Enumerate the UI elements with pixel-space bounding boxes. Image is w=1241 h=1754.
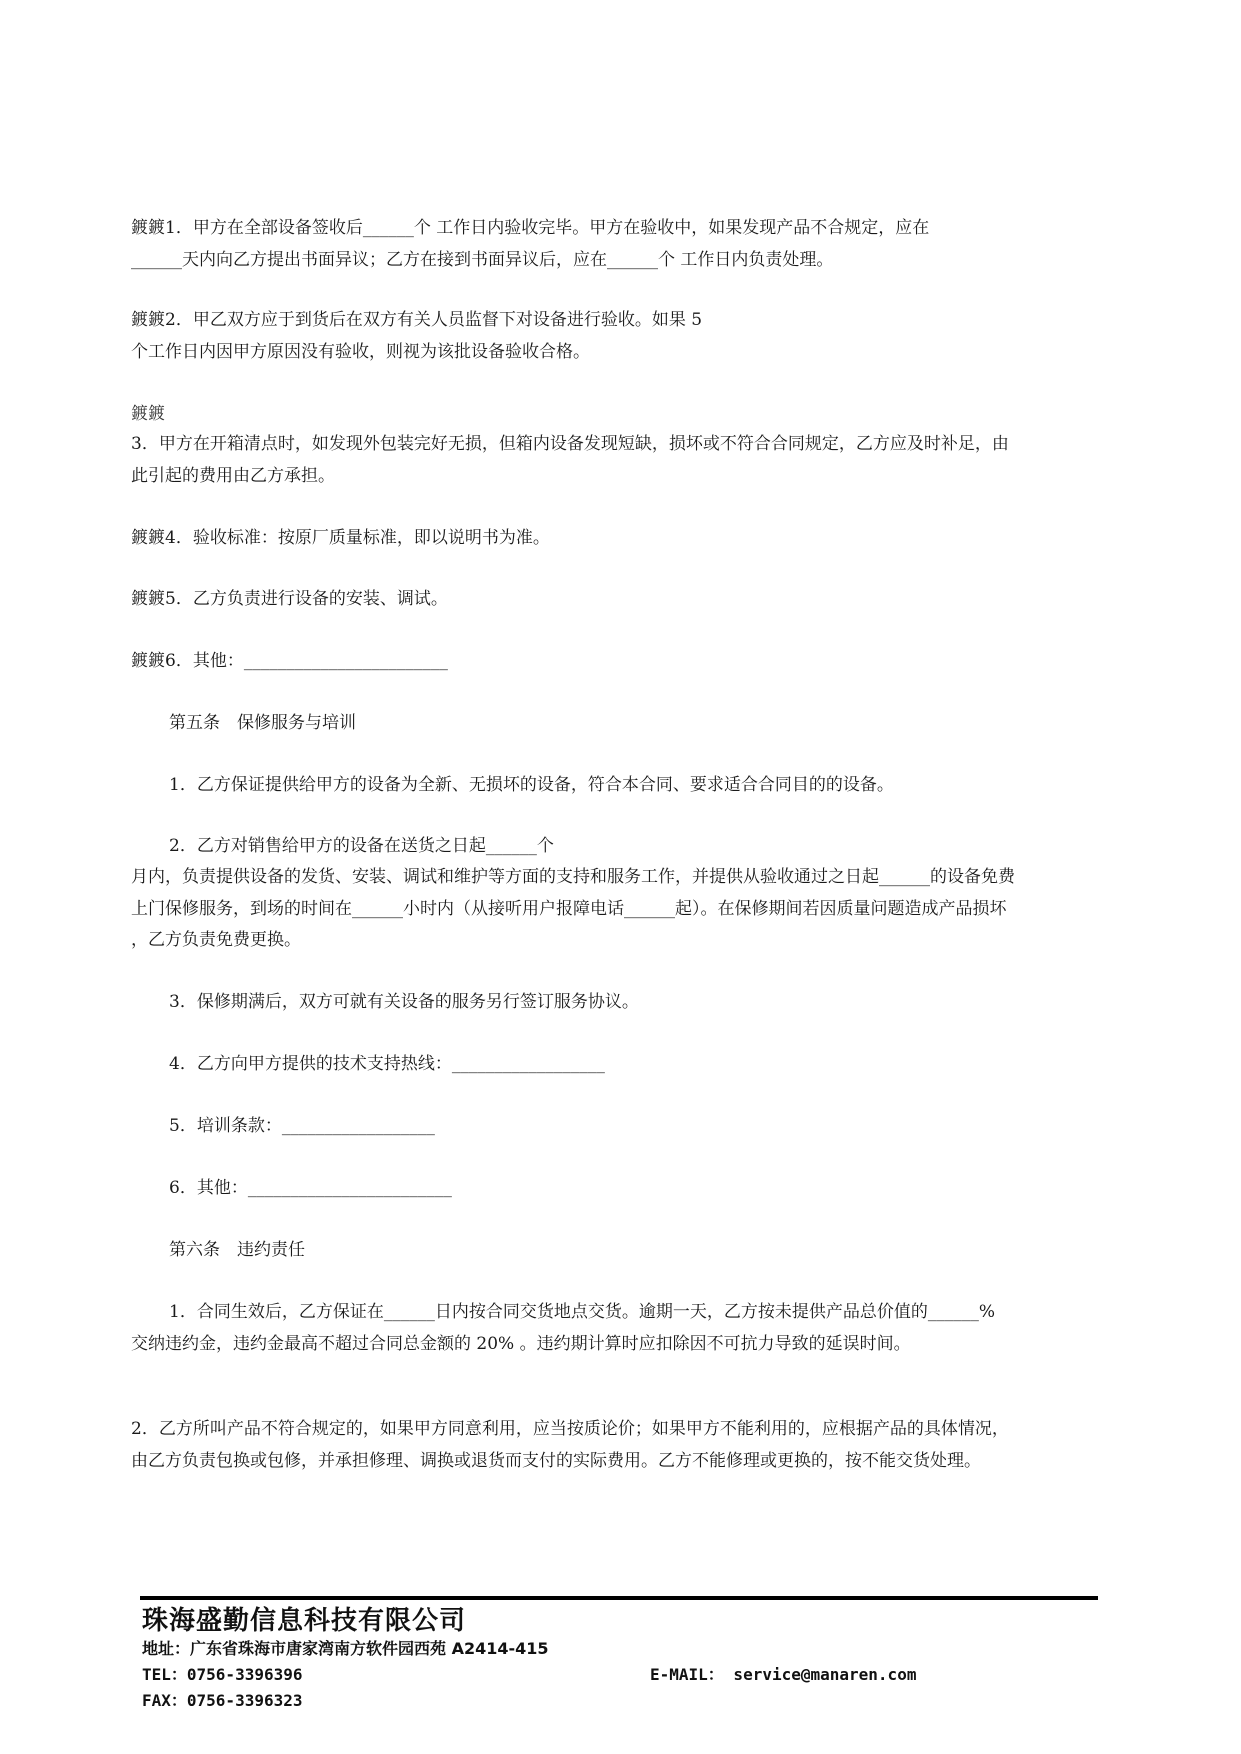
acceptance-clause-6: 鍍鍍6．其他：________________________ <box>131 651 448 671</box>
footer-fax: FAX：0756-3396323 <box>142 1691 303 1710</box>
warranty-clause-2-line-4: ，乙方负责免费更换。 <box>131 930 301 950</box>
acceptance-clause-5: 鍍鍍5．乙方负责进行设备的安装、调试。 <box>131 589 448 609</box>
acceptance-clause-3-line-2: 此引起的费用由乙方承担。 <box>131 466 335 486</box>
warranty-clause-4: 4．乙方向甲方提供的技术支持热线：__________________ <box>169 1054 605 1074</box>
liability-clause-1-line-2: 交纳违约金，违约金最高不超过合同总金额的 20% 。违约期计算时应扣除因不可抗力导致的延误时间。 <box>131 1334 911 1354</box>
warranty-clause-2-line-1: 2．乙方对销售给甲方的设备在送货之日起______个 <box>169 836 554 856</box>
warranty-clause-2-line-3: 上门保修服务，到场的时间在______小时内（从接听用户报障电话______起）。在保修期间若因质量问题造成产品损坏 <box>131 899 1007 919</box>
acceptance-clause-1-line-1: 鍍鍍1．甲方在全部设备签收后______个 工作日内验收完毕。甲方在验收中，如果发现产品不合规定，应在 <box>131 218 930 238</box>
footer-email: E-MAIL： service@manaren.com <box>650 1665 917 1684</box>
warranty-clause-3: 3．保修期满后，双方可就有关设备的服务另行签订服务协议。 <box>169 992 639 1012</box>
acceptance-clause-2-line-1: 鍍鍍2．甲乙双方应于到货后在双方有关人员监督下对设备进行验收。如果 5 <box>131 310 703 330</box>
acceptance-clause-1-line-2: ______天内向乙方提出书面异议；乙方在接到书面异议后，应在______个 工作日内负责处理。 <box>131 250 834 270</box>
footer-telephone: TEL：0756-3396396 <box>142 1665 303 1684</box>
liability-clause-1-line-1: 1．合同生效后，乙方保证在______日内按合同交货地点交货。逾期一天，乙方按未提供产品总价值的______% <box>169 1302 995 1322</box>
liability-clause-2-line-1: 2．乙方所叫产品不符合规定的，如果甲方同意利用，应当按质论价；如果甲方不能利用的，应根据产品的具体情况， <box>131 1419 1009 1439</box>
acceptance-clause-2-line-2: 个工作日内因甲方原因没有验收，则视为该批设备验收合格。 <box>131 342 590 362</box>
section-5-heading: 第五条 保修服务与培训 <box>169 713 356 733</box>
acceptance-clause-3-line-1: 3．甲方在开箱清点时，如发现外包装完好无损，但箱内设备发现短缺，损坏或不符合合同规定，乙方应及时补足，由 <box>131 434 1009 454</box>
warranty-clause-5: 5．培训条款：__________________ <box>169 1116 435 1136</box>
acceptance-clause-4: 鍍鍍4．验收标准：按原厂质量标准，即以说明书为准。 <box>131 528 550 548</box>
footer-company-name: 珠海盛勤信息科技有限公司 <box>142 1606 467 1636</box>
warranty-clause-6: 6．其他：________________________ <box>169 1178 452 1198</box>
garbled-prefix: 鍍鍍 <box>131 404 165 424</box>
section-6-heading: 第六条 违约责任 <box>169 1240 305 1260</box>
warranty-clause-1: 1．乙方保证提供给甲方的设备为全新、无损坏的设备，符合本合同、要求适合合同目的的设备。 <box>169 775 894 795</box>
liability-clause-2-line-2: 由乙方负责包换或包修，并承担修理、调换或退货而支付的实际费用。乙方不能修理或更换的，按不能交货处理。 <box>131 1451 981 1471</box>
warranty-clause-2-line-2: 月内，负责提供设备的发货、安装、调试和维护等方面的支持和服务工作，并提供从验收通过之日起______的设备免费 <box>131 867 1015 887</box>
footer-address: 地址：广东省珠海市唐家湾南方软件园西苑 A2414-415 <box>142 1639 549 1658</box>
